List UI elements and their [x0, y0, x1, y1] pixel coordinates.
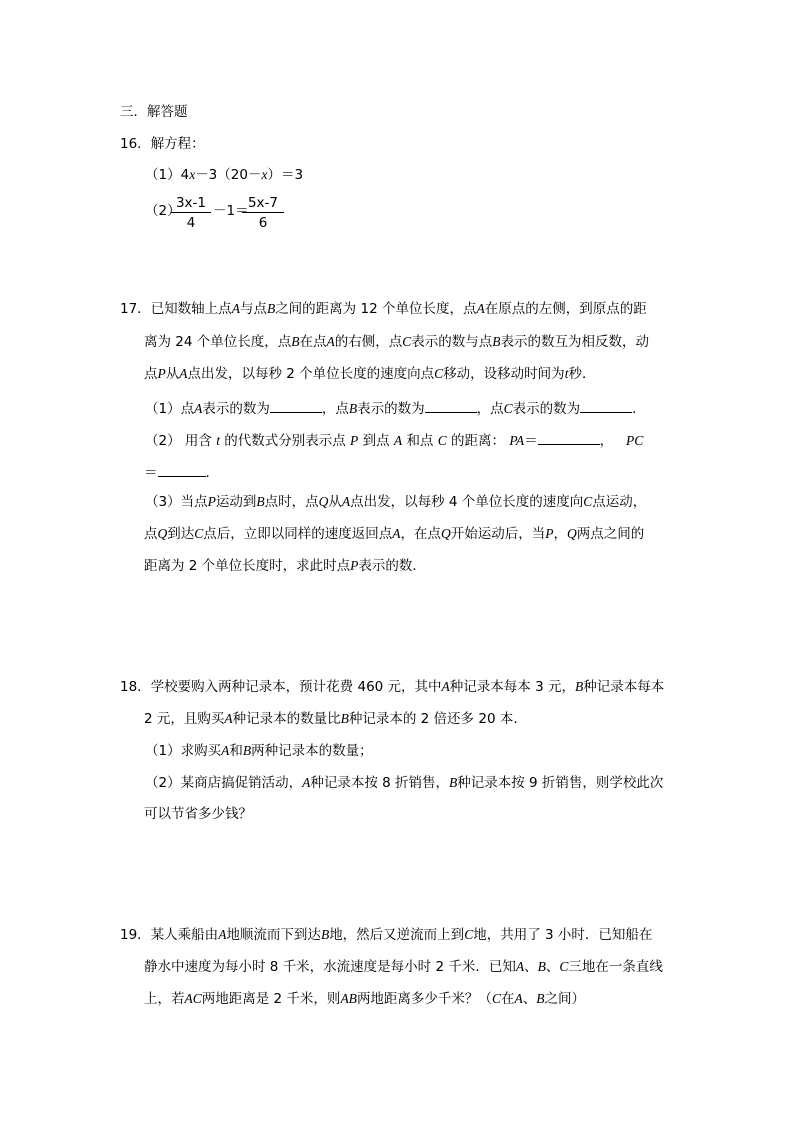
- eq-text: －3（20－: [195, 167, 262, 183]
- variable: A: [302, 775, 311, 790]
- q16-part1: [145, 168, 303, 183]
- q19-line1: [120, 928, 652, 943]
- q17-line2: [144, 335, 649, 350]
- text-segment: 种记录本按 8 折销售，: [310, 775, 450, 791]
- variable: A: [224, 711, 233, 726]
- text-segment: 和: [229, 743, 243, 759]
- variable: A: [514, 991, 523, 1006]
- denominator: 6: [258, 215, 268, 231]
- text-segment: 学校要购入两种记录本，预计花费 460 元，其中: [150, 679, 442, 695]
- text-segment: 点: [144, 526, 158, 542]
- variable: B: [537, 959, 546, 974]
- question-number: 16．: [120, 136, 151, 152]
- variable: C: [434, 366, 444, 381]
- text-segment: 的代数式分别表示点: [224, 433, 346, 449]
- text-segment: 点后，立即以同样的速度返回点: [203, 526, 393, 542]
- text-segment: 的右侧，点: [334, 334, 403, 350]
- question-number: 19．: [120, 927, 151, 943]
- text-segment: 上，若: [144, 991, 185, 1007]
- variable: A: [231, 301, 240, 316]
- text-segment: （3）当点: [145, 494, 208, 510]
- variable: Q: [318, 494, 329, 509]
- text-segment: 移动，设移动时间为: [443, 366, 565, 382]
- q17-sub2-cont: [144, 463, 219, 481]
- text-segment: 之间的距离为 12 个单位长度，点: [275, 301, 477, 317]
- text-segment: ，: [553, 526, 568, 542]
- text-segment: 的距离：: [451, 433, 506, 449]
- text-segment: 2 元，且购买: [144, 711, 225, 727]
- variable: C: [559, 959, 569, 974]
- text-segment: 到点: [362, 433, 390, 449]
- q19-line3: [144, 992, 585, 1007]
- text-segment: 两地距离多少千米？（: [356, 991, 492, 1007]
- text-segment: 、: [524, 959, 538, 975]
- section-title: 三．解答题: [120, 104, 188, 120]
- variable: A: [194, 401, 203, 416]
- text-segment: 两点之间的: [576, 526, 645, 542]
- q18-line1: [120, 680, 664, 695]
- question-number: 17．: [120, 301, 151, 317]
- variable: B: [449, 775, 458, 790]
- variable: B: [492, 334, 501, 349]
- text-segment: 种记录本每本 3 元，: [449, 679, 575, 695]
- text-segment: ＝: [144, 465, 158, 481]
- text-segment: ．: [632, 401, 646, 417]
- text-segment: 静水中速度为每小时 8 千米，水流速度是每小时 2 千米．已知: [144, 959, 516, 975]
- variable: A: [218, 927, 227, 942]
- text-segment: 点运动，: [592, 494, 647, 510]
- variable: C: [402, 334, 412, 349]
- variable: A: [393, 433, 403, 448]
- text-segment: ，点: [321, 401, 349, 417]
- text-segment: 两种记录本的数量；: [251, 743, 373, 759]
- variable: A: [515, 959, 525, 974]
- text-segment: 点时，点: [264, 494, 319, 510]
- text-segment: （1）求购买: [145, 743, 222, 759]
- variable: B: [536, 991, 545, 1006]
- variable: B: [340, 711, 349, 726]
- part-label: （1）: [145, 167, 181, 183]
- variable: x: [261, 167, 268, 182]
- text-segment: 地顺流而下到达: [226, 927, 321, 943]
- variable: C: [491, 991, 501, 1006]
- variable: P: [207, 494, 216, 509]
- variable: PA: [509, 433, 525, 448]
- variable: B: [256, 494, 265, 509]
- variable: x: [189, 167, 196, 182]
- denominator: 4: [186, 215, 196, 231]
- eq-text: ）＝3: [267, 167, 304, 183]
- answer-blank[interactable]: [158, 463, 206, 477]
- text-segment: 、: [522, 991, 537, 1007]
- question-16-title: [120, 138, 205, 152]
- variable: B: [291, 334, 300, 349]
- q18-sub1: [145, 744, 373, 759]
- text-segment: （1）点: [145, 401, 195, 417]
- variable: P: [545, 526, 554, 541]
- question-text: 解方程：: [150, 136, 205, 152]
- text-segment: 和点: [406, 433, 434, 449]
- variable: P: [157, 366, 166, 381]
- text-segment: 到达: [167, 526, 195, 542]
- variable: A: [326, 334, 335, 349]
- part-label: （2）: [145, 203, 181, 219]
- q19-line2: [144, 960, 663, 975]
- variable: Q: [157, 526, 168, 541]
- eq-text: －1＝: [213, 203, 249, 219]
- text-segment: 在点: [299, 334, 327, 350]
- text-segment: 与点: [239, 301, 267, 317]
- text-segment: 表示的数为: [512, 401, 581, 417]
- variable: P: [350, 433, 359, 448]
- text-segment: 在: [500, 991, 515, 1007]
- text-segment: 表示的数为: [202, 401, 270, 417]
- answer-blank[interactable]: [580, 399, 632, 413]
- text-segment: 开始运动后，当: [450, 526, 546, 542]
- variable: B: [266, 301, 276, 316]
- text-segment: 从: [328, 494, 342, 510]
- text-segment: 表示的数．: [358, 558, 426, 574]
- variable: PC: [625, 433, 644, 448]
- q17-sub3-line2: [144, 527, 644, 542]
- fraction-right: [242, 195, 284, 231]
- variable: C: [583, 494, 593, 509]
- variable: P: [350, 558, 359, 573]
- text-segment: 某人乘船由: [150, 927, 219, 943]
- text-segment: 表示的数与点: [411, 334, 493, 350]
- variable: B: [242, 743, 252, 758]
- variable: A: [476, 301, 485, 316]
- text-segment: ．: [205, 465, 219, 481]
- text-segment: ，点: [476, 401, 504, 417]
- variable: B: [348, 401, 358, 416]
- text-segment: 地，共用了 3 小时．已知船在: [473, 927, 653, 943]
- numerator: 5x-7: [242, 195, 284, 213]
- text-segment: 点出发，以每秒 4 个单位长度的速度向: [350, 494, 584, 510]
- answer-blank[interactable]: [425, 399, 477, 413]
- variable: AB: [340, 991, 357, 1006]
- variable: B: [320, 927, 330, 942]
- text-segment: （2） 用含: [145, 433, 212, 449]
- text-segment: 点: [144, 366, 158, 382]
- text-segment: 表示的数为: [357, 401, 425, 417]
- numerator: 3x-1: [171, 195, 211, 213]
- text-segment: 之间）: [544, 991, 585, 1007]
- question-number: 18．: [120, 679, 151, 695]
- answer-blank[interactable]: [538, 431, 600, 445]
- text-segment: 距离为 2 个单位长度时，求此时点: [144, 558, 351, 574]
- variable: t: [564, 366, 569, 381]
- text-segment: 运动到: [215, 494, 257, 510]
- eq-text: 4: [180, 167, 190, 183]
- q18-sub2: [145, 776, 663, 791]
- variable: Q: [567, 526, 577, 541]
- text-segment: ＝: [524, 433, 538, 449]
- q17-sub2: [145, 431, 643, 449]
- q17-line3: [144, 367, 595, 382]
- text-segment: 在原点的左侧，到原点的距: [484, 301, 647, 317]
- q17-sub1: [145, 399, 646, 417]
- q18-sub2-cont: 可以节省多少钱？: [144, 806, 252, 822]
- variable: A: [392, 526, 401, 541]
- variable: C: [194, 526, 204, 541]
- q17-line1: [120, 302, 647, 317]
- text-segment: （2）某商店搞促销活动，: [145, 775, 303, 791]
- variable: C: [437, 433, 447, 448]
- text-segment: 种记录本的数量比: [232, 711, 341, 727]
- text-segment: 表示的数互为相反数，动: [500, 334, 650, 350]
- text-segment: 从: [165, 366, 180, 382]
- text-segment: 种记录本按 9 折销售，则学校此次: [457, 775, 664, 791]
- text-segment: 三地在一条直线: [568, 959, 663, 975]
- fraction-left: [171, 195, 211, 231]
- variable: AC: [184, 991, 202, 1006]
- variable: Q: [441, 526, 451, 541]
- text-segment: 两地距离是 2 千米，则: [201, 991, 341, 1007]
- text-segment: 地，然后又逆流而上到: [329, 927, 465, 943]
- variable: C: [464, 927, 474, 942]
- q17-sub3: [145, 495, 646, 510]
- variable: A: [179, 366, 188, 381]
- q18-line2: [144, 712, 527, 727]
- q17-sub3-line3: [144, 559, 426, 574]
- variable: A: [221, 743, 230, 758]
- text-segment: 离为 24 个单位长度，点: [144, 334, 292, 350]
- text-segment: ，: [599, 433, 614, 449]
- variable: B: [574, 679, 584, 694]
- text-segment: 已知数轴上点: [150, 301, 232, 317]
- text-segment: 种记录本每本: [583, 679, 665, 695]
- variable: t: [216, 433, 220, 448]
- text-segment: 、: [545, 959, 560, 975]
- variable: A: [441, 679, 450, 694]
- text-segment: 种记录本的 2 倍还多 20 本．: [348, 711, 527, 727]
- text-segment: ，在点: [400, 526, 442, 542]
- variable: C: [503, 401, 513, 416]
- text-segment: 秒．: [568, 366, 596, 382]
- text-segment: 点出发，以每秒 2 个单位长度的速度向点: [187, 366, 435, 382]
- answer-blank[interactable]: [270, 399, 322, 413]
- variable: A: [341, 494, 351, 509]
